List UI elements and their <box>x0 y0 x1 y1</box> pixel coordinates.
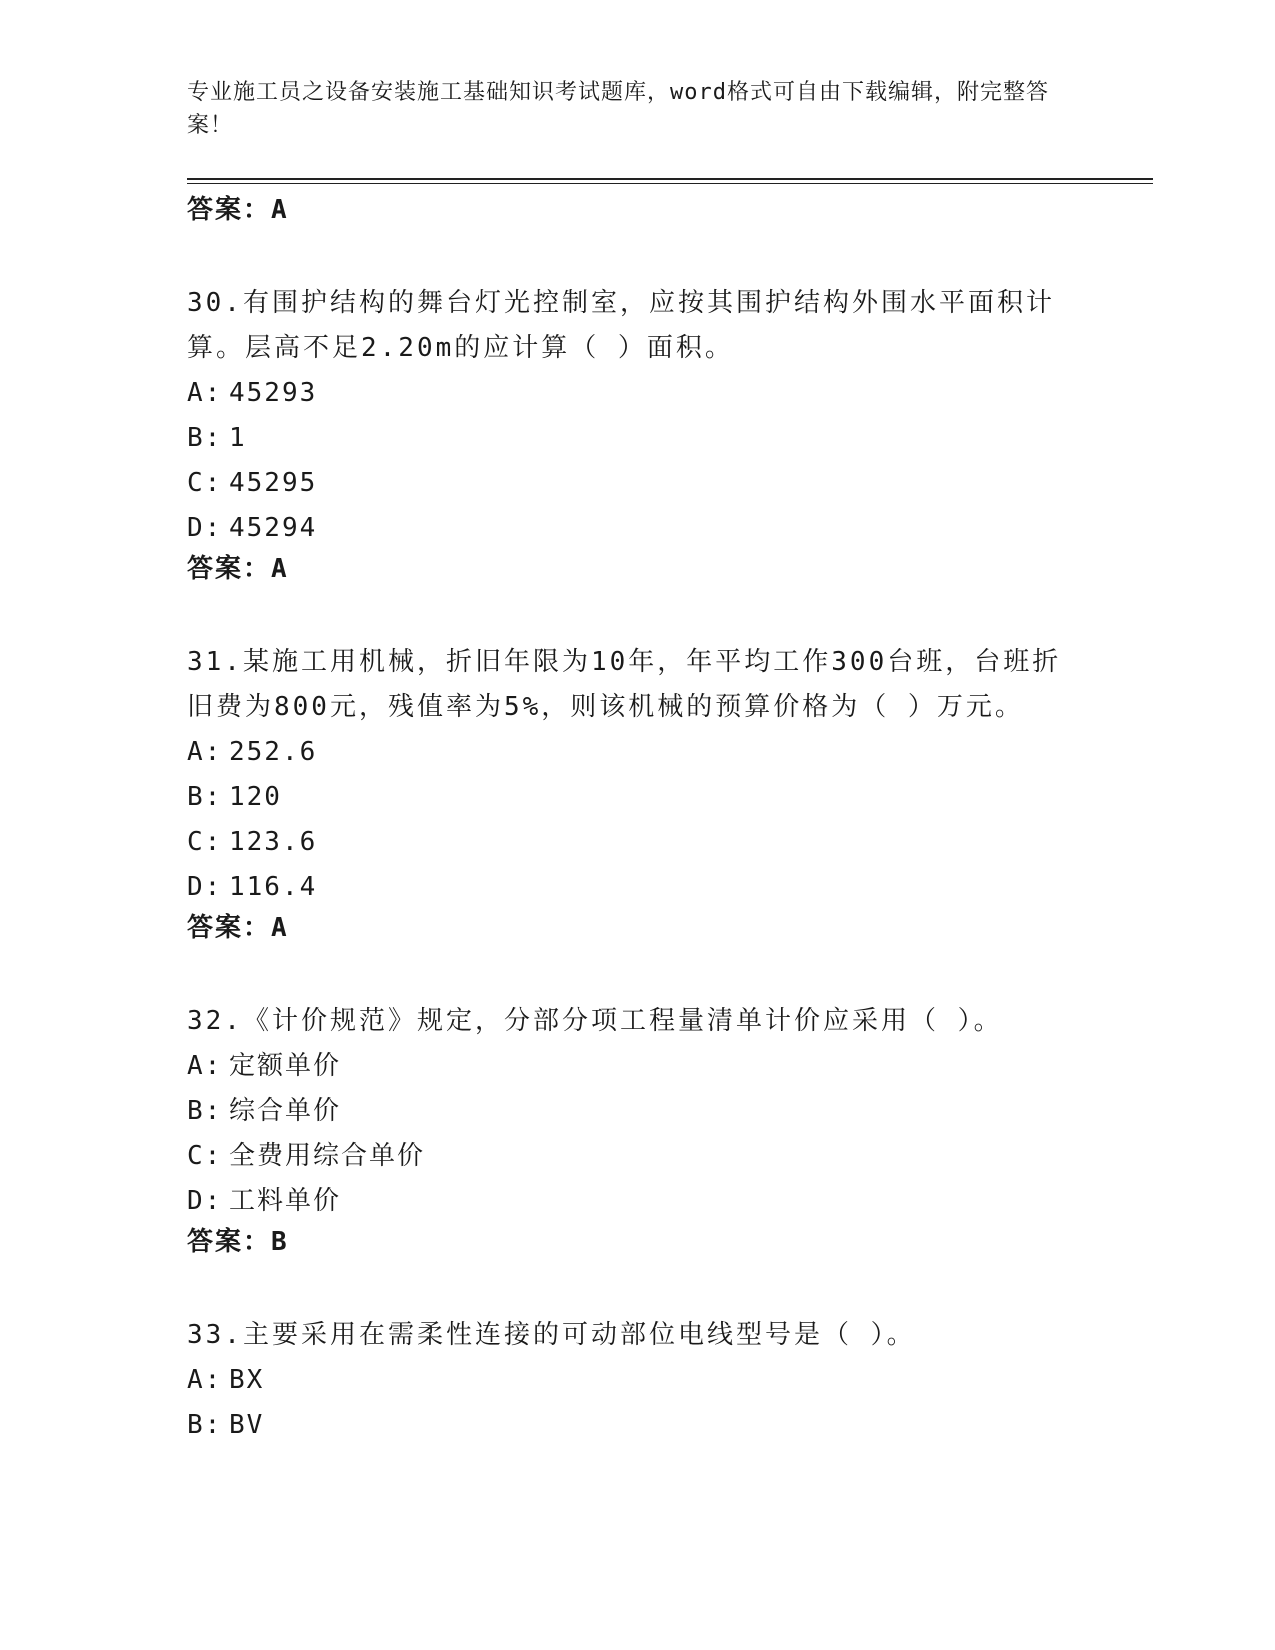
option-label: A: <box>187 378 223 408</box>
option-d <box>187 506 1087 551</box>
option-label: A: <box>187 1365 223 1395</box>
question-stem: 33.主要采用在需柔性连接的可动部位电线型号是（ ）。 <box>187 1320 916 1350</box>
option-label: B: <box>187 782 223 812</box>
option-text: 45295 <box>229 468 318 498</box>
option-label: B: <box>187 423 223 453</box>
option-label: A: <box>187 1051 223 1081</box>
answer-line: 答案：B <box>187 1227 289 1257</box>
option-text: 45293 <box>229 378 318 408</box>
option-text: 全费用综合单价 <box>229 1141 426 1171</box>
header-divider-thick <box>187 178 1153 180</box>
option-label: B: <box>187 1410 223 1440</box>
answer-line: 答案：A <box>187 554 289 584</box>
option-text: 45294 <box>229 513 318 543</box>
option-a <box>187 1044 1087 1089</box>
option-c <box>187 1134 1087 1179</box>
option-text: 123.6 <box>229 827 318 857</box>
option-d <box>187 865 1087 910</box>
option-text: 综合单价 <box>229 1096 342 1126</box>
option-text: 工料单价 <box>229 1186 342 1216</box>
option-label: D: <box>187 513 223 543</box>
question-stem: 30.有围护结构的舞台灯光控制室，应按其围护结构外围水平面积计算。层高不足2.20m的应计算（ ）面积。 <box>187 288 1055 363</box>
option-label: C: <box>187 468 223 498</box>
option-a <box>187 1358 1087 1403</box>
option-label: A: <box>187 737 223 767</box>
option-text: BV <box>229 1410 265 1440</box>
option-text: 定额单价 <box>229 1051 342 1081</box>
option-label: D: <box>187 872 223 902</box>
option-c <box>187 461 1087 506</box>
option-label: C: <box>187 827 223 857</box>
option-text: BX <box>229 1365 265 1395</box>
option-b <box>187 416 1087 461</box>
option-label: C: <box>187 1141 223 1171</box>
option-text: 1 <box>229 423 247 453</box>
option-label: B: <box>187 1096 223 1126</box>
option-d <box>187 1179 1087 1224</box>
option-text: 252.6 <box>229 737 318 767</box>
question-list <box>187 192 1087 1448</box>
option-text: 120 <box>229 782 282 812</box>
question-stem: 31.某施工用机械，折旧年限为10年，年平均工作300台班，台班折旧费为800元，残值率为5%，则该机械的预算价格为（ ）万元。 <box>187 647 1062 722</box>
option-a <box>187 730 1087 775</box>
option-label: D: <box>187 1186 223 1216</box>
option-b <box>187 1403 1087 1448</box>
option-b <box>187 1089 1087 1134</box>
option-a <box>187 371 1087 416</box>
document-header: 专业施工员之设备安装施工基础知识考试题库，word格式可自由下载编辑，附完整答案！ <box>187 80 1049 138</box>
answer-line: 答案：A <box>187 195 289 225</box>
question-stem: 32.《计价规范》规定，分部分项工程量清单计价应采用（ ）。 <box>187 1006 1003 1036</box>
answer-line: 答案：A <box>187 913 289 943</box>
option-b <box>187 775 1087 820</box>
header-divider-thin <box>187 183 1153 184</box>
option-text: 116.4 <box>229 872 318 902</box>
option-c <box>187 820 1087 865</box>
